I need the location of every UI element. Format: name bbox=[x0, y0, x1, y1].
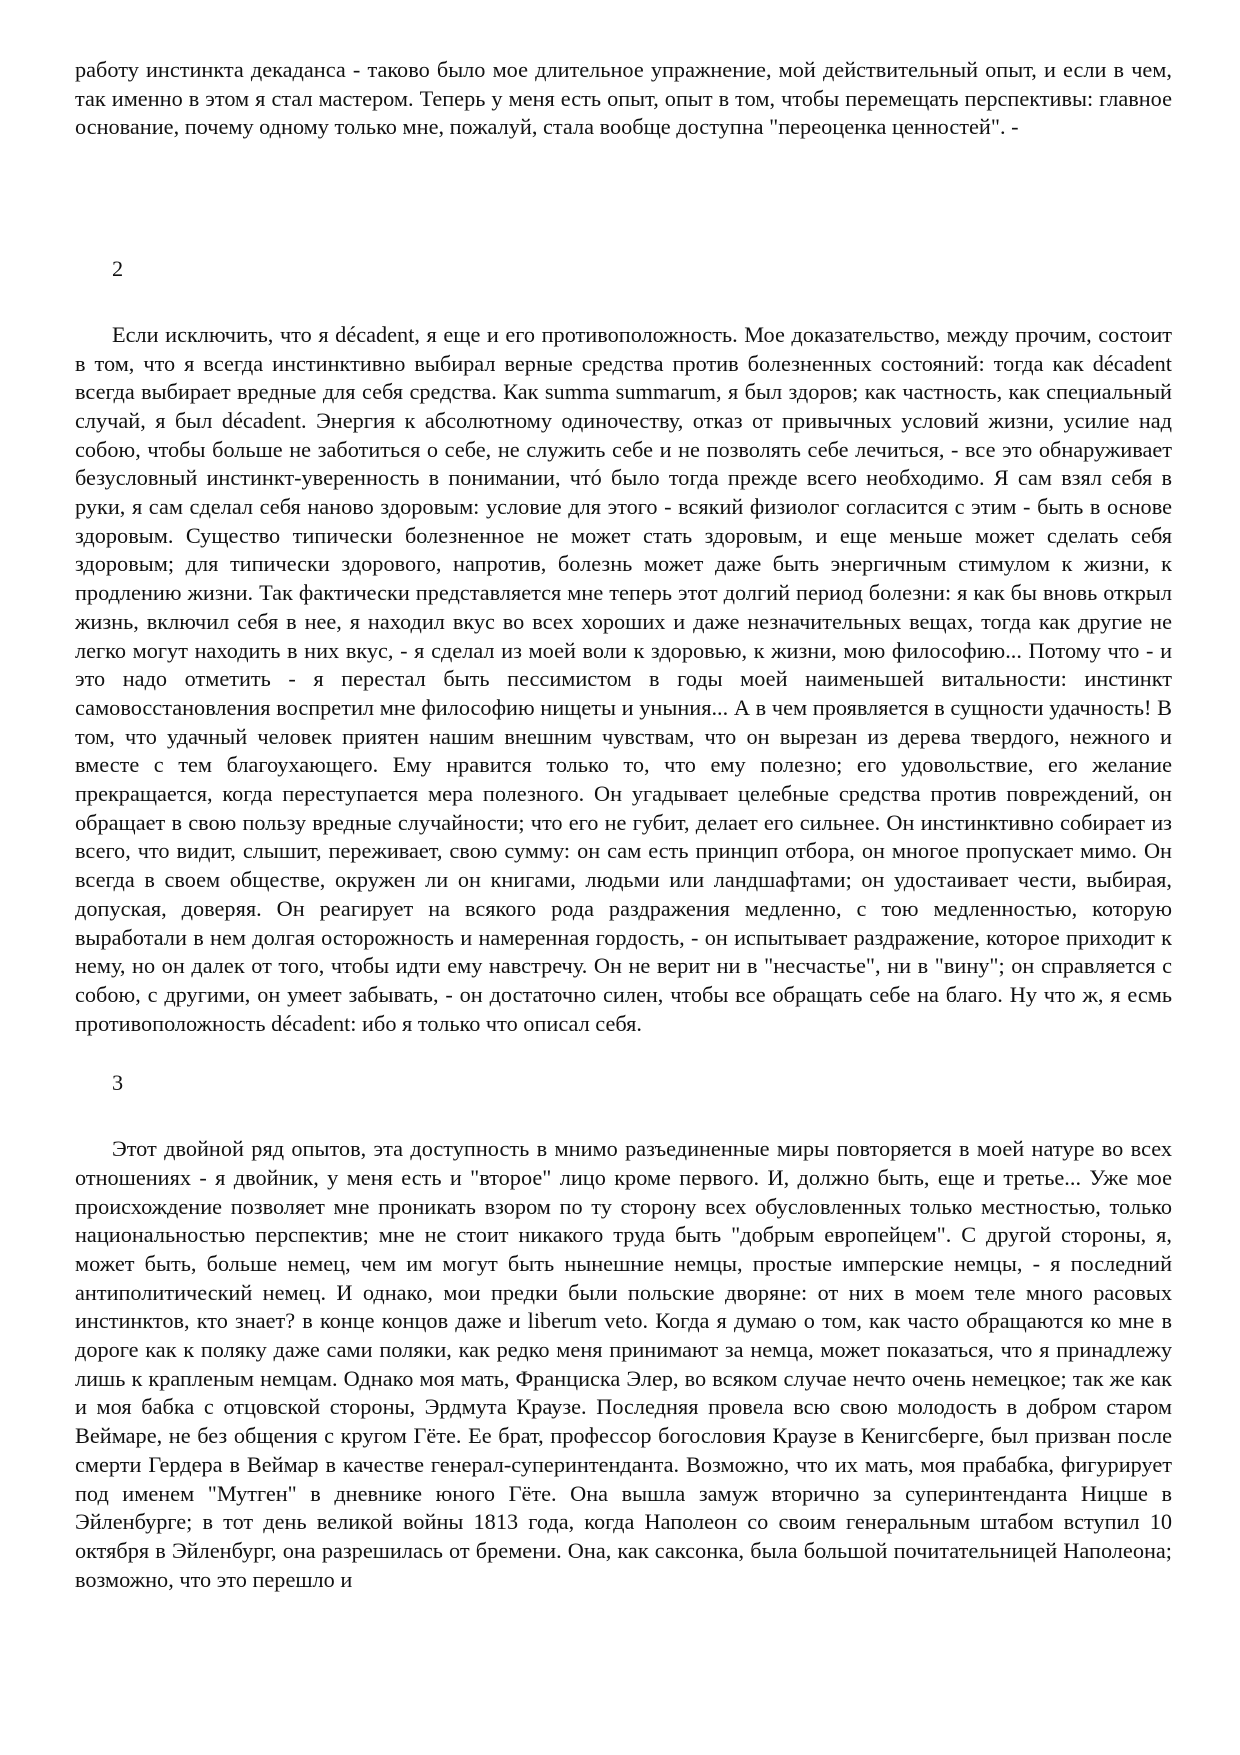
section-number-3: 3 bbox=[112, 1070, 124, 1096]
intro-paragraph: работу инстинкта декаданса - таково было мое длительное упражнение, мой действительный опыт, и если в чем, так именно в этом я стал мастером. Теперь у меня есть опыт, опыт в том, чтобы перемещать перспективы: главное основание, почему одному только мне, пожалуй, стала вообще доступна "переоценка ценностей". - bbox=[75, 57, 1172, 140]
section-number-2: 2 bbox=[112, 256, 124, 282]
section-3-paragraph: Этот двойной ряд опытов, эта доступность в мнимо разъединенные миры повторяется в моей натуре во всех отношениях - я двойник, у меня есть и "второе" лицо кроме первого. И, должно быть, еще и третье... Уже мое происхождение позволяет мне проникать взором по ту сторону всех обусловленных только местностью, только национальностью перспектив; мне не стоит никакого труда быть "добрым европейцем". С другой стороны, я, может быть, больше немец, чем им могут быть нынешние немцы, простые имперские немцы, - я последний антиполитический немец. И однако, мои предки были польские дворяне: от них в моем теле много расовых инстинктов, кто знает? в конце концов даже и liberum veto. Когда я думаю о том, как часто обращаются ко мне в дороге как к поляку даже сами поляки, как редко меня принимают за немца, может показаться, что я принадлежу лишь к крапленым немцам. Однако моя мать, Франциска Элер, во всяком случае нечто очень немецкое; так же как и моя бабка с отцовской стороны, Эрдмута Краузе. Последняя провела всю свою молодость в добром старом Веймаре, не без общения с кругом Гёте. Ее брат, профессор богословия Краузе в Кенигсберге, был призван после смерти Гердера в Веймар в качестве генерал-суперинтенданта. Возможно, что их мать, моя прабабка, фигурирует под именем "Мутген" в дневнике юного Гёте. Она вышла замуж вторично за суперинтенданта Ницше в Эйленбурге; в тот день великой войны 1813 года, когда Наполеон со своим генеральным штабом вступил 10 октября в Эйленбург, она разрешилась от бремени. Она, как саксонка, была большой почитательницей Наполеона; возможно, что это перешло и bbox=[75, 1136, 1172, 1592]
section-2-paragraph: Если исключить, что я décadent, я еще и его противоположность. Мое доказательство, между прочим, состоит в том, что я всегда инстинктивно выбирал верные средства против болезненных состояний: тогда как décadent всегда выбирает вредные для себя средства. Как summa summarum, я был здоров; как частность, как специальный случай, я был décadent. Энергия к абсолютному одиночеству, отказ от привычных условий жизни, усилие над собою, чтобы больше не заботиться о себе, не служить себе и не позволять себе лечиться, - все это обнаруживает безусловный инстинкт-уверенность в понимании, чтó было тогда прежде всего необходимо. Я сам взял себя в руки, я сам сделал себя наново здоровым: условие для этого - всякий физиолог согласится с этим - быть в основе здоровым. Существо типически болезненное не может стать здоровым, и еще меньше может сделать себя здоровым; для типически здорового, напротив, болезнь может даже быть энергичным стимулом к жизни, к продлению жизни. Так фактически представляется мне теперь этот долгий период болезни: я как бы вновь открыл жизнь, включил себя в нее, я находил вкус во всех хороших и даже незначительных вещах, тогда как другие не легко могут находить в них вкус, - я сделал из моей воли к здоровью, к жизни, мою философию... Потому что - и это надо отметить - я перестал быть пессимистом в годы моей наименьшей витальности: инстинкт самовосстановления воспретил мне философию нищеты и уныния... А в чем проявляется в сущности удачность! В том, что удачный человек приятен нашим внешним чувствам, что он вырезан из дерева твердого, нежного и вместе с тем благоухающего. Ему нравится только то, что ему полезно; его удовольствие, его желание прекращается, когда переступается мера полезного. Он угадывает целебные средства против повреждений, он обращает в свою пользу вредные случайности; что его не губит, делает его сильнее. Он инстинктивно собирает из всего, что видит, слышит, переживает, свою сумму: он сам есть принцип отбора, он многое пропускает мимо. Он всегда в своем обществе, окружен ли он книгами, людьми или ландшафтами; он удостаивает чести, выбирая, допуская, доверяя. Он реагирует на всякого рода раздражения медленно, с тою медленностью, которую выработали в нем долгая осторожность и намеренная гордость, - он испытывает раздражение, которое приходит к нему, но он далек от того, чтобы идти ему навстречу. Он не верит ни в "несчастье", ни в "вину"; он справляется с собою, с другими, он умеет забывать, - он достаточно силен, чтобы все обращать себе на благо. Ну что ж, я есмь противоположность décadent: ибо я только что описал себя. bbox=[75, 321, 1172, 1036]
document-page bbox=[75, 56, 1172, 1594]
